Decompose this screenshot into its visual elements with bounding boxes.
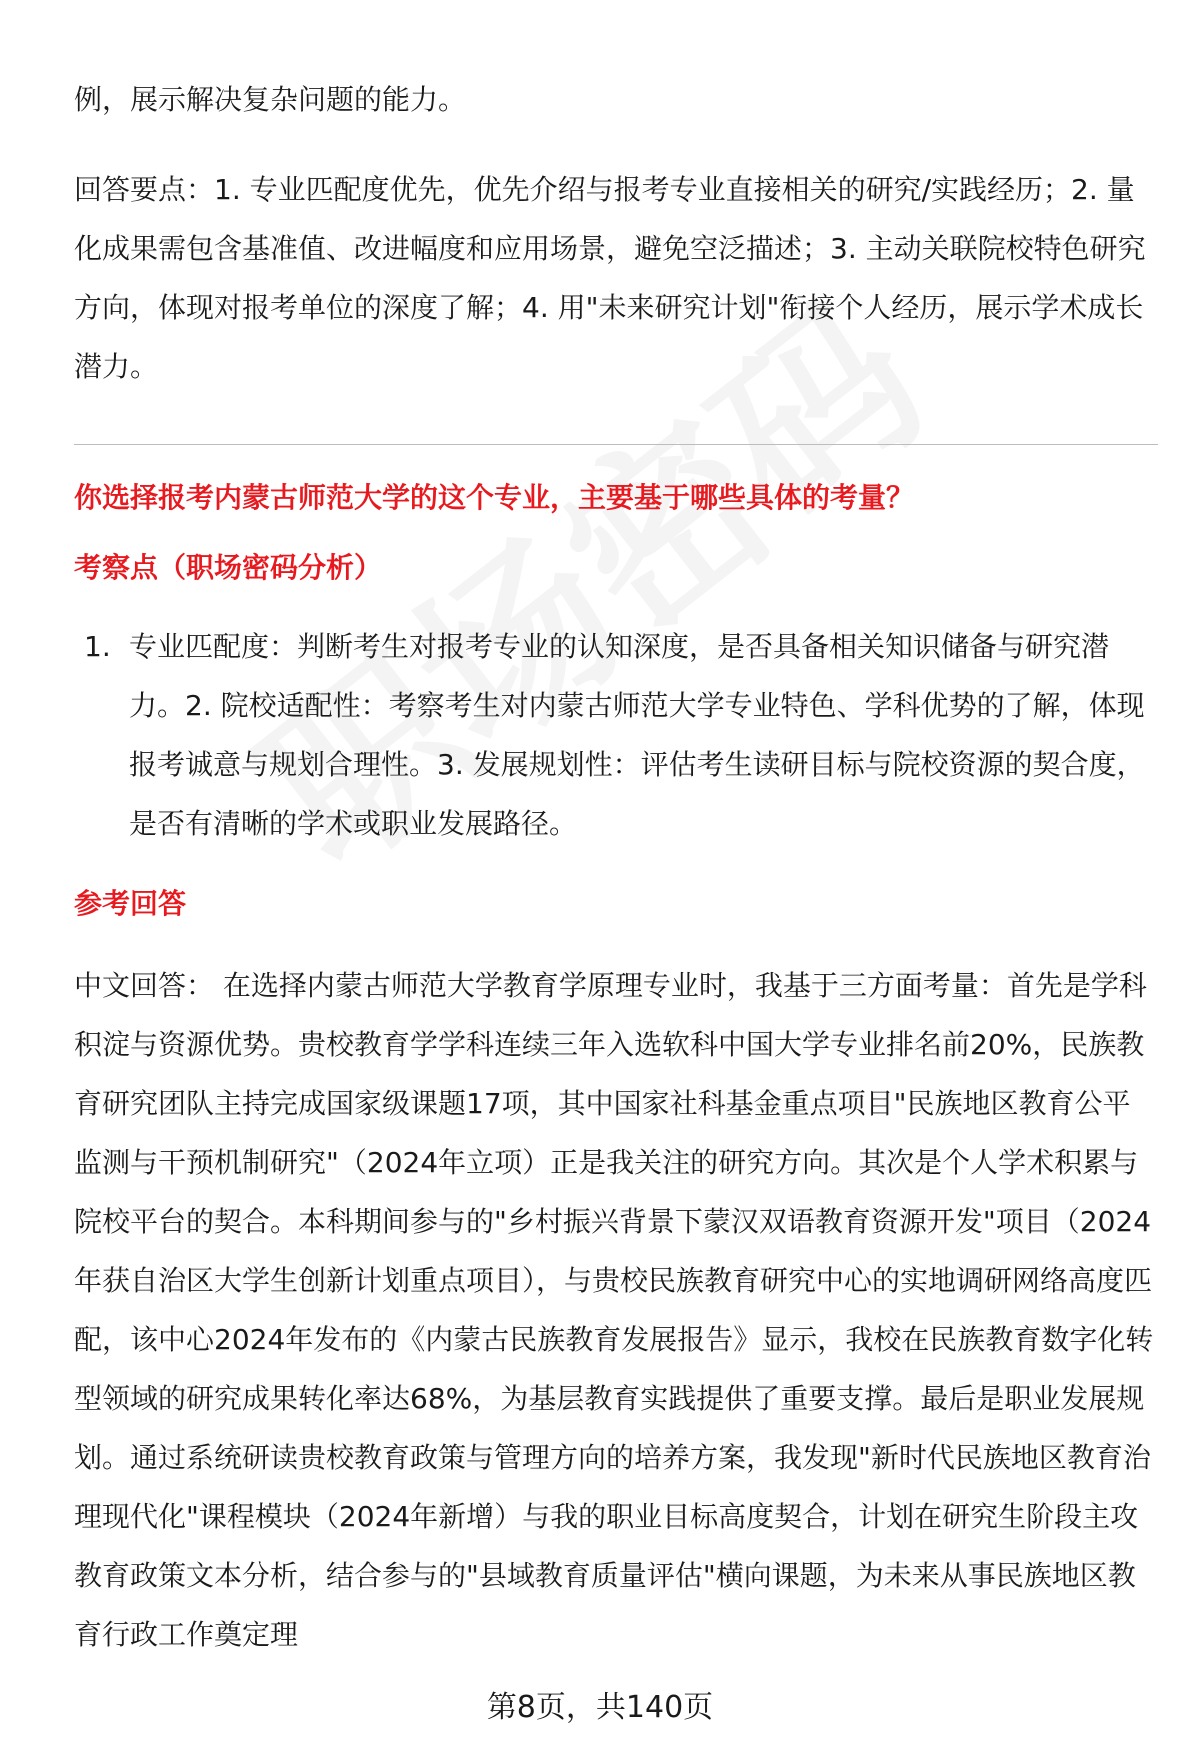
key-points-paragraph: 回答要点：1. 专业匹配度优先，优先介绍与报考专业直接相关的研究/实践经历；2. 量化成果需包含基准值、改进幅度和应用场景，避免空泛描述；3. 主动关联院校特色研究方向，体现对报考单位的深度了解；4. 用"未来研究计划"衔接个人经历，展示学术成长潜力。 <box>74 173 1146 383</box>
exam-points-list <box>74 617 1158 853</box>
reference-answer-text: 中文回答： 在选择内蒙古师范大学教育学原理专业时，我基于三方面考量：首先是学科积淀与资源优势。贵校教育学学科连续三年入选软科中国大学专业排名前20%，民族教育研究团队主持完成国家级课题17项，其中国家社科基金重点项目"民族地区教育公平监测与干预机制研究"（2024年立项）正是我关注的研究方向。其次是个人学术积累与院校平台的契合。本科期间参与的"乡村振兴背景下蒙汉双语教育资源开发"项目（2024年获自治区大学生创新计划重点项目），与贵校民族教育研究中心的实地调研网络高度匹配，该中心2024年发布的《内蒙古民族教育发展报告》显示，我校在民族教育数字化转型领域的研究成果转化率达68%，为基层教育实践提供了重要支撑。最后是职业发展规划。通过系统研读贵校教育政策与管理方向的培养方案，我发现"新时代民族地区教育治理现代化"课程模块（2024年新增）与我的职业目标高度契合，计划在研究生阶段主攻教育政策文本分析，结合参与的"县域教育质量评估"横向课题，为未来从事民族地区教育行政工作奠定理 <box>74 969 1154 1651</box>
list-item-number: 1. <box>84 630 111 663</box>
page-number: 第8页，共140页 <box>486 1690 714 1725</box>
exam-points-heading: 考察点（职场密码分析） <box>74 551 383 584</box>
reference-answer-heading: 参考回答 <box>74 887 187 920</box>
list-item <box>74 617 1158 853</box>
intro-continuation: 例，展示解决复杂问题的能力。 <box>74 83 467 116</box>
interview-question: 你选择报考内蒙古师范大学的这个专业，主要基于哪些具体的考量？ <box>74 481 915 514</box>
section-divider <box>74 444 1158 445</box>
list-item-text: 专业匹配度：判断考生对报考专业的认知深度，是否具备相关知识储备与研究潜力。2. 院校适配性：考察考生对内蒙古师范大学专业特色、学科优势的了解，体现报考诚意与规划合理性。3. 发展规划性：评估考生读研目标与院校资源的契合度，是否有清晰的学术或职业发展路径。 <box>129 630 1145 840</box>
